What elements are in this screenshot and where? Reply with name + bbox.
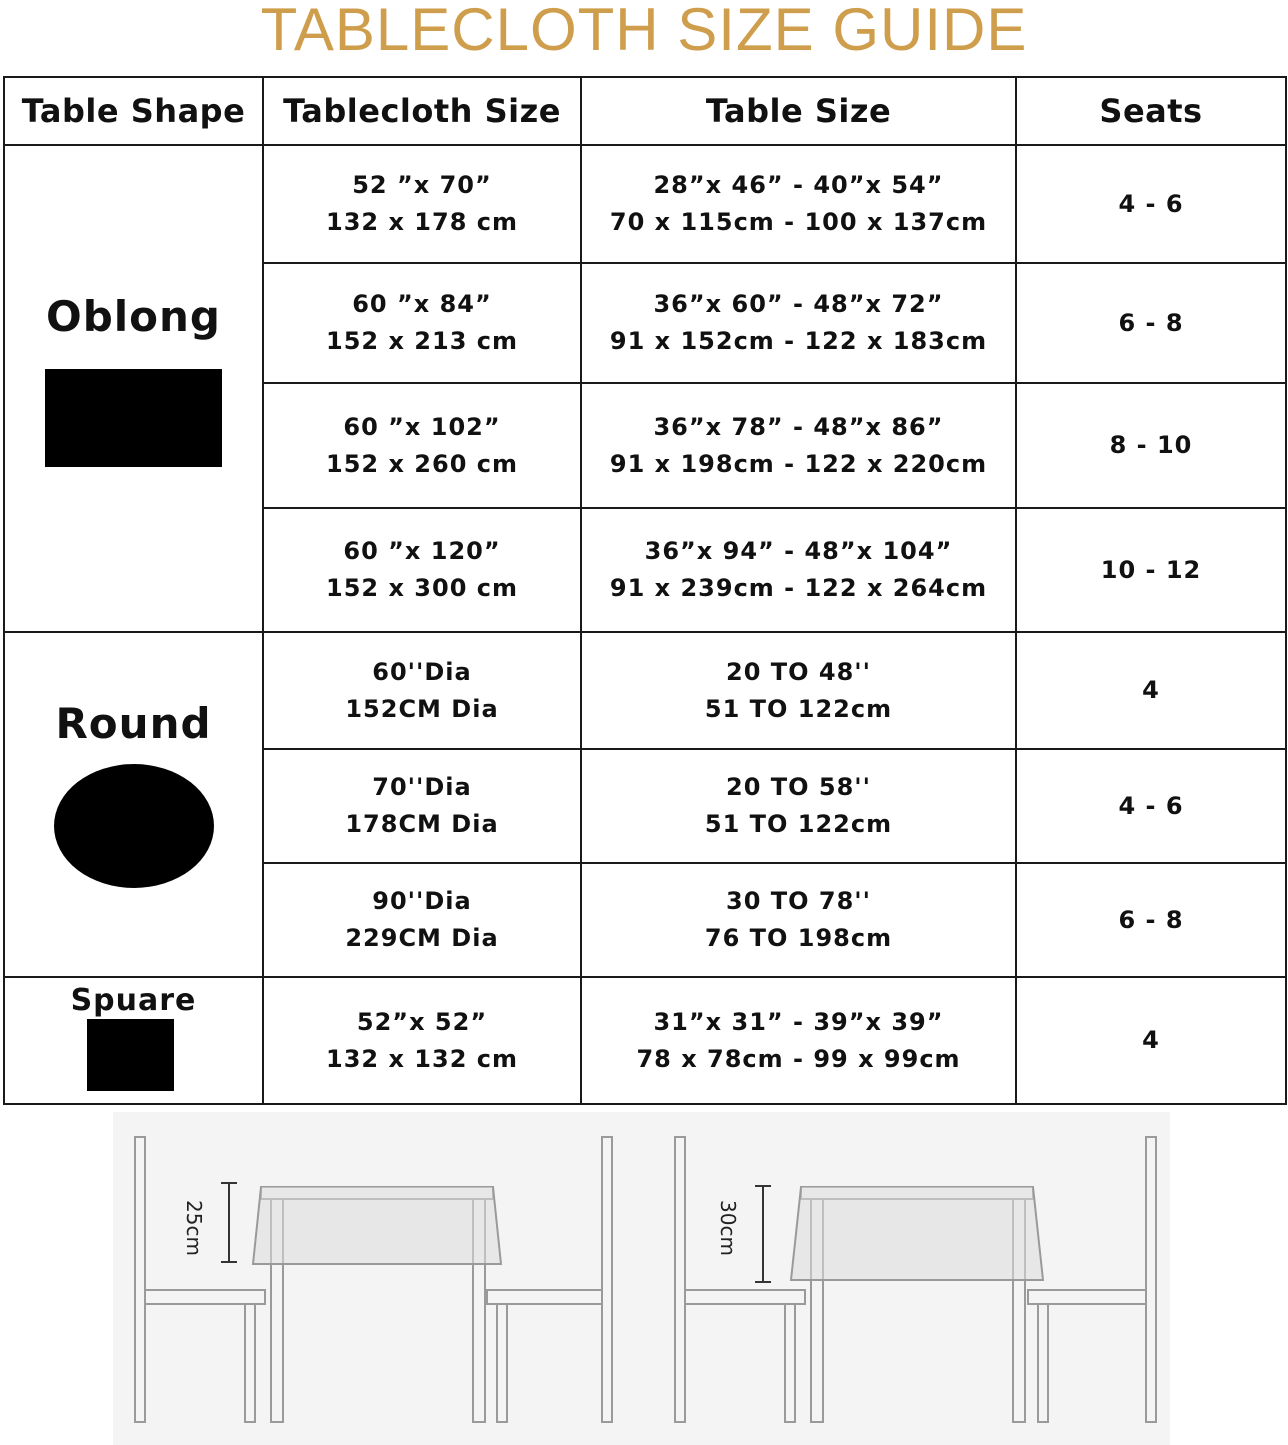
chair-leg [1038, 1304, 1048, 1422]
tablecloth-drape [253, 1187, 501, 1264]
seats-cell: 4 [1016, 632, 1286, 749]
shape-cell-square [4, 977, 263, 1104]
rectangle-shape-icon [45, 369, 222, 467]
tablecloth-drape [791, 1187, 1043, 1280]
chair-seat [1028, 1290, 1146, 1304]
table-size-cell: 36”x 60” - 48”x 72” 91 x 152cm - 122 x 183cm [581, 263, 1016, 383]
seats-cell: 4 [1016, 977, 1286, 1104]
tablecloth-size-cell: 60 ”x 84” 152 x 213 cm [263, 263, 581, 383]
seats-cell: 6 - 8 [1016, 263, 1286, 383]
tablecloth-size-cell: 60''Dia 152CM Dia [263, 632, 581, 749]
chair-back [1146, 1137, 1156, 1422]
chair-back [602, 1137, 612, 1422]
tablecloth-size-cell: 90''Dia 229CM Dia [263, 863, 581, 977]
header-table-size: Table Size [581, 77, 1016, 145]
chair-leg [785, 1304, 795, 1422]
table-size-cell: 31”x 31” - 39”x 39” 78 x 78cm - 99 x 99cm [581, 977, 1016, 1104]
shape-cell-round [4, 632, 263, 977]
table-size-cell: 20 TO 58'' 51 TO 122cm [581, 749, 1016, 863]
drop-label-25cm: 25cm [182, 1200, 206, 1256]
table-row [4, 977, 1286, 1104]
seats-cell: 8 - 10 [1016, 383, 1286, 508]
chair-seat [145, 1290, 265, 1304]
chair-back [135, 1137, 145, 1422]
shape-name-square: Spuare [70, 983, 197, 1018]
table-row [4, 145, 1286, 263]
seats-cell: 6 - 8 [1016, 863, 1286, 977]
square-shape-icon [87, 1019, 174, 1091]
tablecloth-size-cell: 52”x 52” 132 x 132 cm [263, 977, 581, 1104]
seats-cell: 4 - 6 [1016, 145, 1286, 263]
tablecloth-size-cell: 70''Dia 178CM Dia [263, 749, 581, 863]
chair-seat [685, 1290, 805, 1304]
oval-shape-icon [54, 764, 214, 888]
table-drop-diagram-25cm [135, 1137, 612, 1422]
shape-name-oblong: Oblong [46, 292, 221, 341]
seats-cell: 4 - 6 [1016, 749, 1286, 863]
header-tablecloth-size: Tablecloth Size [263, 77, 581, 145]
table-row [4, 632, 1286, 749]
table-size-cell: 36”x 94” - 48”x 104” 91 x 239cm - 122 x 264cm [581, 508, 1016, 632]
chair-back [675, 1137, 685, 1422]
header-row [4, 77, 1286, 145]
table-size-cell: 36”x 78” - 48”x 86” 91 x 198cm - 122 x 220cm [581, 383, 1016, 508]
page-title: TABLECLOTH SIZE GUIDE [260, 0, 1028, 63]
drop-illustration [113, 1112, 1170, 1445]
header-seats: Seats [1016, 77, 1286, 145]
tablecloth-size-cell: 60 ”x 120” 152 x 300 cm [263, 508, 581, 632]
seats-cell: 10 - 12 [1016, 508, 1286, 632]
chair-seat [487, 1290, 602, 1304]
table-drop-diagram-30cm [675, 1137, 1156, 1422]
table-size-cell: 20 TO 48'' 51 TO 122cm [581, 632, 1016, 749]
shape-cell-oblong [4, 145, 263, 632]
table-size-cell: 30 TO 78'' 76 TO 198cm [581, 863, 1016, 977]
tablecloth-size-cell: 52 ”x 70” 132 x 178 cm [263, 145, 581, 263]
chair-leg [497, 1304, 507, 1422]
size-guide-table [3, 76, 1287, 1105]
tablecloth-size-cell: 60 ”x 102” 152 x 260 cm [263, 383, 581, 508]
drop-label-30cm: 30cm [716, 1200, 740, 1256]
shape-name-round: Round [55, 699, 212, 748]
header-table-shape: Table Shape [4, 77, 263, 145]
chair-leg [245, 1304, 255, 1422]
table-size-cell: 28”x 46” - 40”x 54” 70 x 115cm - 100 x 137cm [581, 145, 1016, 263]
